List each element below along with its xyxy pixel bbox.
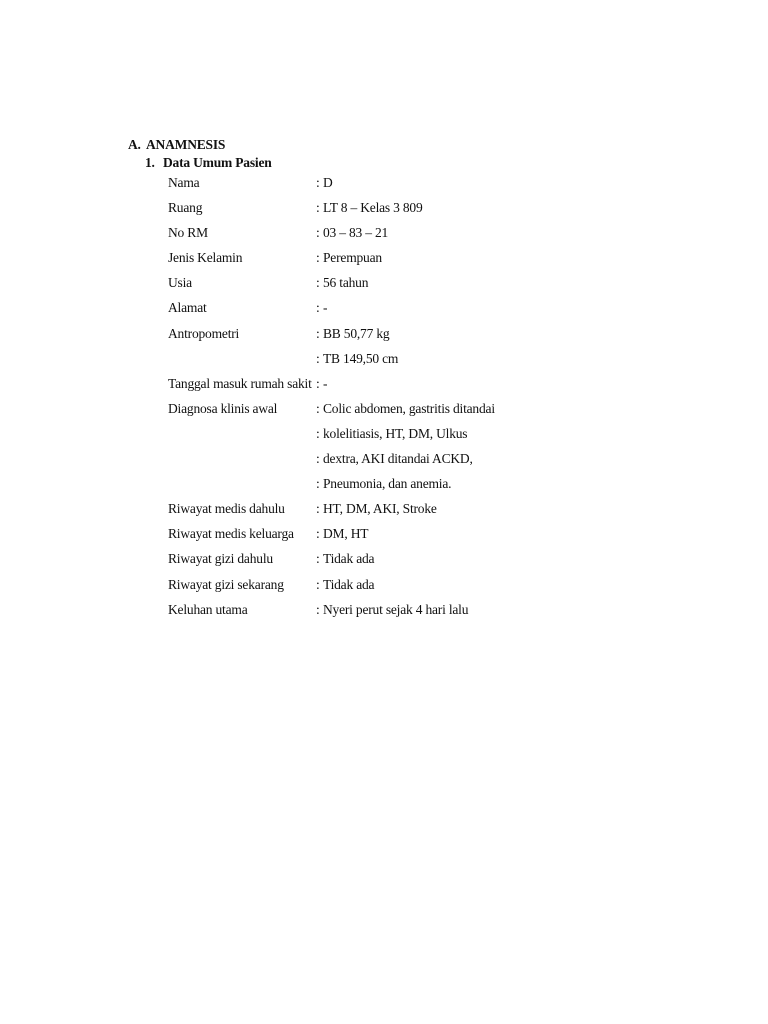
- row-colon: :: [316, 501, 320, 517]
- row-colon: :: [316, 551, 320, 567]
- data-row-antropometri-cont: [168, 349, 608, 374]
- data-row-nama: [168, 173, 608, 198]
- data-row-antropometri: [168, 324, 608, 349]
- row-colon: :: [316, 200, 320, 216]
- row-value: HT, DM, AKI, Stroke: [323, 501, 437, 517]
- row-label: Diagnosa klinis awal: [168, 400, 278, 416]
- row-colon: :: [316, 400, 320, 416]
- row-value: kolelitiasis, HT, DM, Ulkus: [323, 425, 468, 441]
- row-value: Colic abdomen, gastritis ditandai: [323, 400, 495, 416]
- row-value: BB 50,77 kg: [323, 325, 390, 341]
- row-colon: :: [316, 425, 320, 441]
- row-colon: :: [316, 526, 320, 542]
- data-row-riwayat-gizi-dahulu: [168, 549, 608, 574]
- row-label: Tanggal masuk rumah sakit: [168, 375, 312, 391]
- row-value: LT 8 – Kelas 3 809: [323, 200, 423, 216]
- row-colon: :: [316, 375, 320, 391]
- data-row-diagnosa-cont-2: [168, 449, 608, 474]
- row-label: Nama: [168, 175, 200, 190]
- data-row-ruang: [168, 198, 608, 223]
- subsection-title: Data Umum Pasien: [163, 155, 272, 170]
- row-colon: :: [316, 325, 320, 341]
- data-row-riwayat-medis-dahulu: [168, 499, 608, 524]
- row-label: Riwayat gizi dahulu: [168, 551, 273, 567]
- row-value: 56 tahun: [323, 275, 369, 291]
- row-colon: :: [316, 476, 320, 492]
- row-value: -: [323, 375, 328, 391]
- patient-data-list: [168, 173, 608, 625]
- data-row-tanggal-masuk: [168, 374, 608, 399]
- data-row-diagnosa-cont-3: [168, 474, 608, 499]
- row-colon: :: [316, 300, 320, 316]
- row-value: dextra, AKI ditandai ACKD,: [323, 451, 473, 467]
- row-colon: :: [316, 225, 320, 241]
- row-label: Riwayat medis dahulu: [168, 501, 285, 517]
- row-value: DM, HT: [323, 526, 369, 542]
- section-marker: A.: [128, 137, 141, 152]
- row-value: Tidak ada: [323, 551, 375, 567]
- data-row-alamat: [168, 298, 608, 323]
- data-row-riwayat-gizi-sekarang: [168, 575, 608, 600]
- row-value: Nyeri perut sejak 4 hari lalu: [323, 601, 469, 617]
- row-label: Usia: [168, 275, 192, 291]
- row-colon: :: [316, 350, 320, 366]
- data-row-no-rm: [168, 223, 608, 248]
- row-label: Alamat: [168, 300, 207, 316]
- row-colon: :: [316, 250, 320, 266]
- row-colon: :: [316, 601, 320, 617]
- row-label: Riwayat medis keluarga: [168, 526, 294, 542]
- row-label: Antropometri: [168, 325, 240, 341]
- subsection-marker: 1.: [145, 155, 155, 170]
- row-value: -: [323, 300, 328, 316]
- row-colon: :: [316, 451, 320, 467]
- row-label: No RM: [168, 225, 208, 241]
- row-value: TB 149,50 cm: [323, 350, 399, 366]
- row-label: Jenis Kelamin: [168, 250, 243, 266]
- data-row-usia: [168, 273, 608, 298]
- row-colon: :: [316, 275, 320, 291]
- row-label: Riwayat gizi sekarang: [168, 576, 284, 592]
- section-heading: [128, 137, 225, 153]
- row-value: Tidak ada: [323, 576, 375, 592]
- data-row-jenis-kelamin: [168, 248, 608, 273]
- row-value: Pneumonia, dan anemia.: [323, 476, 452, 492]
- data-row-riwayat-medis-keluarga: [168, 524, 608, 549]
- row-colon: :: [316, 576, 320, 592]
- row-value: 03 – 83 – 21: [323, 225, 389, 241]
- row-label: Ruang: [168, 200, 203, 216]
- data-row-diagnosa: [168, 399, 608, 424]
- row-value: Perempuan: [323, 250, 382, 266]
- subsection-heading: [145, 155, 272, 171]
- section-title: ANAMNESIS: [146, 137, 226, 152]
- row-label: Keluhan utama: [168, 601, 248, 617]
- row-colon: :: [316, 175, 320, 190]
- data-row-diagnosa-cont-1: [168, 424, 608, 449]
- row-value: D: [323, 175, 333, 190]
- data-row-keluhan-utama: [168, 600, 608, 625]
